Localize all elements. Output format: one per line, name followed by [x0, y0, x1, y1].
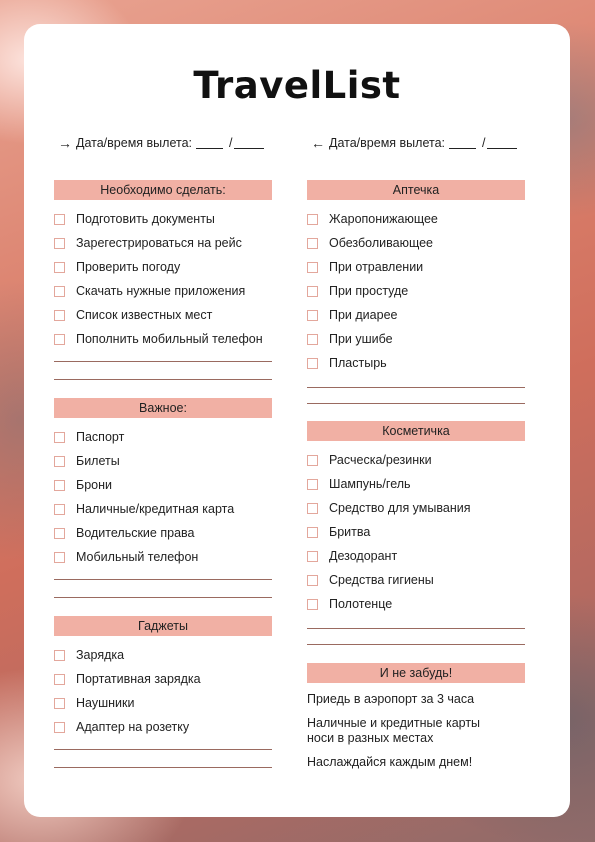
checkbox[interactable]	[307, 455, 318, 466]
reminder-note: Наличные и кредитные карты носи в разных местах	[307, 716, 481, 745]
checklist-item	[54, 231, 272, 255]
checklist	[307, 207, 525, 375]
checklist-item	[54, 691, 272, 715]
section-header: Аптечка	[307, 180, 525, 200]
checklist-item	[307, 520, 525, 544]
section-gadgets	[54, 616, 272, 768]
checklist-item-label: При простуде	[329, 284, 409, 298]
checklist-item-label: Средство для умывания	[329, 501, 471, 515]
checkbox[interactable]	[307, 599, 318, 610]
checklist	[307, 448, 525, 616]
checklist-item-label: Наличные/кредитная карта	[76, 502, 235, 516]
blank-line	[54, 597, 272, 598]
checklist-item-label: Зарядка	[76, 648, 125, 662]
checklist-item-label: Пластырь	[329, 356, 387, 370]
section-header: Косметичка	[307, 421, 525, 441]
checklist-item	[307, 207, 525, 231]
checklist-item-label: Расческа/резинки	[329, 453, 432, 467]
section-reminders	[307, 663, 525, 770]
checklist-item	[307, 592, 525, 616]
checklist	[54, 643, 272, 739]
checklist-item	[307, 568, 525, 592]
blank-line	[54, 361, 272, 362]
checklist-item-label: Зарегестрироваться на рейс	[76, 236, 242, 250]
checklist-item	[54, 497, 272, 521]
checkbox[interactable]	[307, 310, 318, 321]
checklist-item-label: Брони	[76, 478, 112, 492]
blank-line	[307, 387, 525, 388]
checklist-item-label: Водительские права	[76, 526, 195, 540]
arrow-left-icon: ←	[311, 135, 325, 151]
checklist-item	[54, 473, 272, 497]
checklist-item-label: При диарее	[329, 308, 398, 322]
checkbox[interactable]	[307, 238, 318, 249]
checklist-item-label: Адаптер на розетку	[76, 720, 190, 734]
checkbox[interactable]	[307, 262, 318, 273]
checklist-item-label: При отравлении	[329, 260, 424, 274]
checklist-item-label: Средства гигиены	[329, 573, 434, 587]
checklist-item	[54, 425, 272, 449]
blank-line	[307, 403, 525, 404]
checkbox[interactable]	[54, 286, 65, 297]
checklist-item-label: Полотенце	[329, 597, 393, 611]
checklist-item-label: Шампунь/гель	[329, 477, 411, 491]
section-header: Важное:	[54, 398, 272, 418]
checklist-item	[307, 279, 525, 303]
checkbox[interactable]	[307, 214, 318, 225]
section-cosmetics	[307, 421, 525, 645]
checklist-item-label: Подготовить документы	[76, 212, 215, 226]
checklist-item	[54, 207, 272, 231]
checklist-item	[307, 472, 525, 496]
checklist-item	[54, 327, 272, 351]
checkbox[interactable]	[54, 262, 65, 273]
departure-line	[58, 135, 266, 151]
checklist-item	[307, 351, 525, 375]
checkbox[interactable]	[307, 358, 318, 369]
checklist-item-label: При ушибе	[329, 332, 393, 346]
checklist-item	[54, 545, 272, 569]
checkbox[interactable]	[307, 479, 318, 490]
checklist-item-label: Паспорт	[76, 430, 125, 444]
departure-time-blank[interactable]	[234, 137, 264, 149]
checkbox[interactable]	[54, 238, 65, 249]
checkbox[interactable]	[307, 575, 318, 586]
checklist-item	[307, 255, 525, 279]
checkbox[interactable]	[307, 503, 318, 514]
checklist-item	[307, 327, 525, 351]
checkbox[interactable]	[54, 432, 65, 443]
checkbox[interactable]	[307, 286, 318, 297]
return-separator: /	[482, 136, 486, 150]
departure-separator: /	[229, 136, 233, 150]
section-header: Гаджеты	[54, 616, 272, 636]
checklist-item-label: Пополнить мобильный телефон	[76, 332, 263, 346]
checklist-item-label: Скачать нужные приложения	[76, 284, 246, 298]
checklist-item	[54, 255, 272, 279]
section-todo	[54, 180, 272, 380]
checkbox[interactable]	[307, 551, 318, 562]
checklist-item	[54, 521, 272, 545]
blank-line	[54, 749, 272, 750]
checkbox[interactable]	[307, 334, 318, 345]
checkbox[interactable]	[54, 214, 65, 225]
return-time-blank[interactable]	[487, 137, 517, 149]
section-firstaid	[307, 180, 525, 404]
checklist-item-label: Жаропонижающее	[329, 212, 438, 226]
checklist-item-label: Мобильный телефон	[76, 550, 199, 564]
checklist-item	[307, 496, 525, 520]
checklist-item	[54, 643, 272, 667]
return-label: Дата/время вылета:	[329, 136, 445, 150]
checklist-item-label: Билеты	[76, 454, 120, 468]
section-header: И не забудь!	[307, 663, 525, 683]
return-date-blank[interactable]	[449, 137, 476, 149]
checklist-item-label: Список известных мест	[76, 308, 213, 322]
blank-line	[54, 767, 272, 768]
arrow-right-icon: →	[58, 135, 72, 151]
travel-checklist-sheet	[24, 24, 570, 817]
checklist-item	[54, 667, 272, 691]
return-line	[311, 135, 519, 151]
checklist-item-label: Проверить погоду	[76, 260, 181, 274]
checkbox[interactable]	[54, 650, 65, 661]
checkbox[interactable]	[54, 552, 65, 563]
departure-date-blank[interactable]	[196, 137, 223, 149]
checklist-item-label: Наушники	[76, 696, 135, 710]
blank-line	[54, 379, 272, 380]
checklist	[54, 207, 272, 351]
page-title: TravelList	[193, 64, 401, 107]
checkbox[interactable]	[54, 504, 65, 515]
blank-line	[307, 628, 525, 629]
checklist-item	[307, 448, 525, 472]
checklist-item	[307, 231, 525, 255]
checkbox[interactable]	[54, 456, 65, 467]
checklist-item-label: Обезболивающее	[329, 236, 433, 250]
checklist-item	[54, 303, 272, 327]
checklist-item	[54, 449, 272, 473]
section-important	[54, 398, 272, 598]
checkbox[interactable]	[54, 480, 65, 491]
checkbox[interactable]	[54, 722, 65, 733]
reminder-note: Приедь в аэропорт за 3 часа	[307, 692, 475, 706]
checklist-item	[54, 279, 272, 303]
checkbox[interactable]	[54, 698, 65, 709]
checklist-item-label: Бритва	[329, 525, 371, 539]
checklist-item	[307, 303, 525, 327]
checklist-item	[307, 544, 525, 568]
checklist-item	[54, 715, 272, 739]
checkbox[interactable]	[307, 527, 318, 538]
blank-line	[54, 579, 272, 580]
checkbox[interactable]	[54, 310, 65, 321]
checkbox[interactable]	[54, 334, 65, 345]
departure-label: Дата/время вылета:	[76, 136, 192, 150]
section-header: Необходимо сделать:	[54, 180, 272, 200]
blank-line	[307, 644, 525, 645]
checklist-item-label: Дезодорант	[329, 549, 398, 563]
checklist-item-label: Портативная зарядка	[76, 672, 201, 686]
checklist	[54, 425, 272, 569]
checkbox[interactable]	[54, 528, 65, 539]
checkbox[interactable]	[54, 674, 65, 685]
reminder-note: Наслаждайся каждым днем!	[307, 755, 473, 769]
